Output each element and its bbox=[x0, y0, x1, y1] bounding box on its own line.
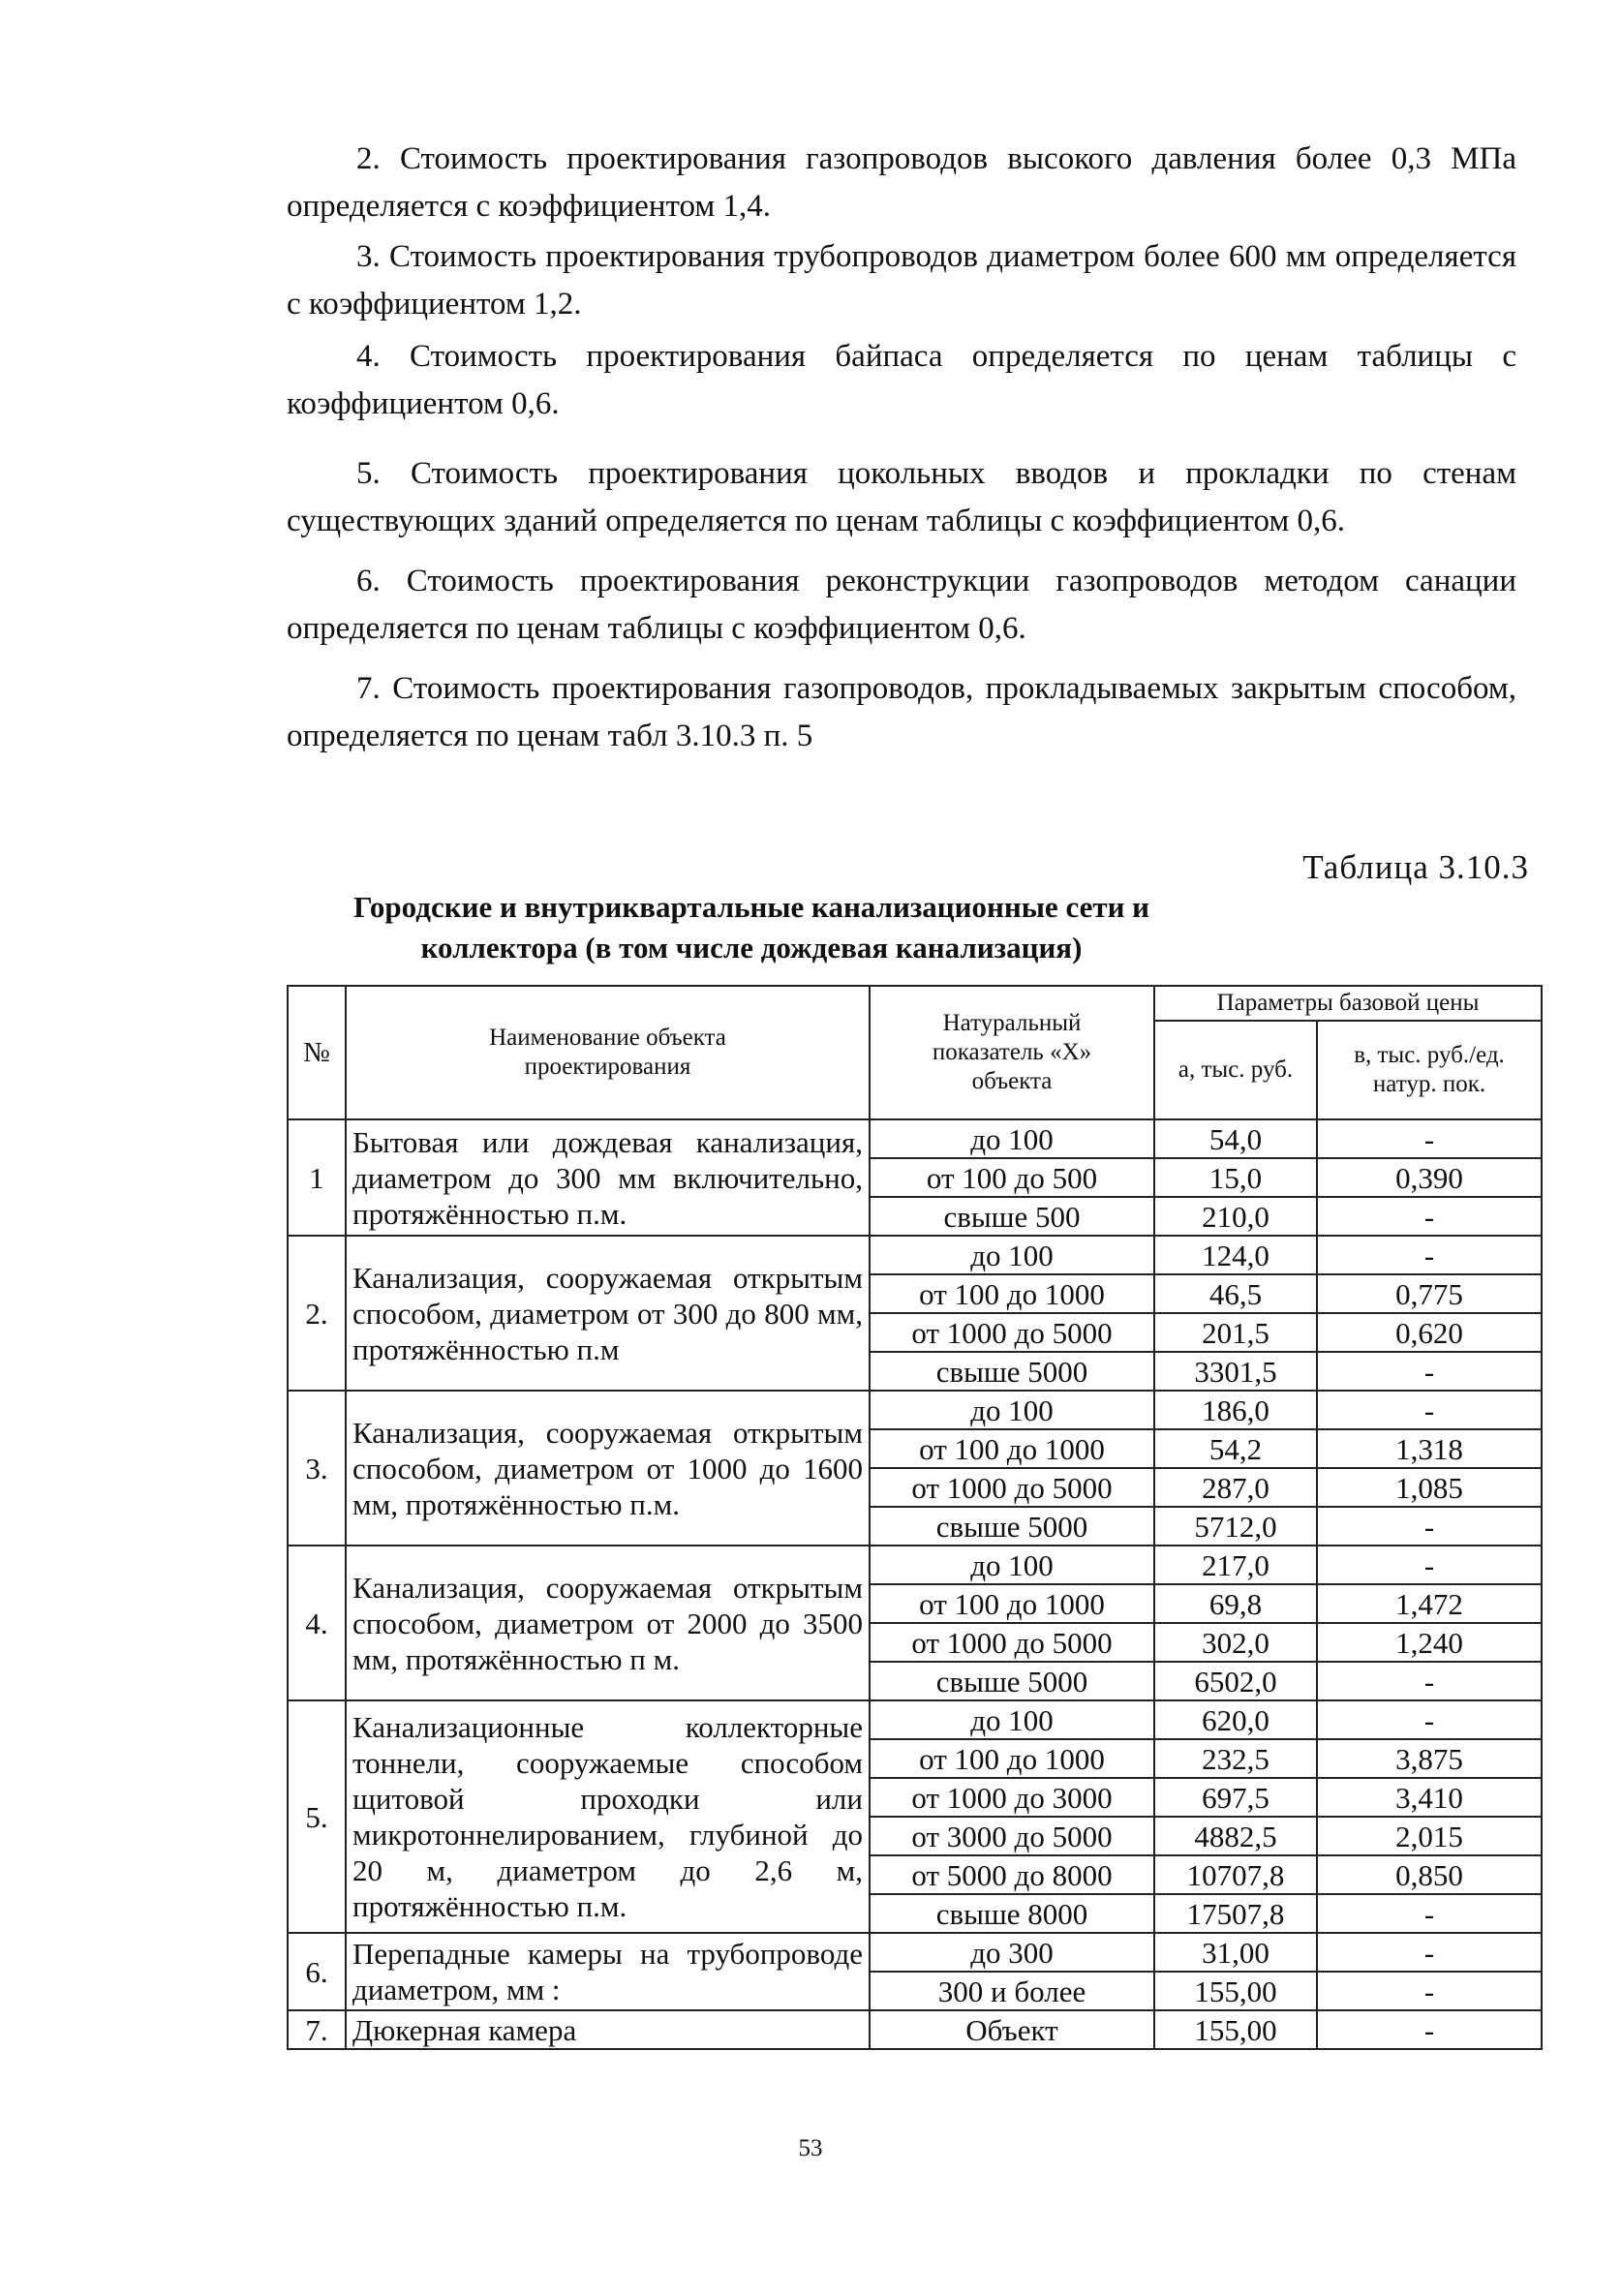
row-number: 2. bbox=[288, 1236, 346, 1391]
indicator-cell: до 100 bbox=[870, 1546, 1154, 1584]
table-row bbox=[288, 2010, 1542, 2049]
price-b-cell: 0,775 bbox=[1317, 1274, 1542, 1313]
price-a-cell: 4882,5 bbox=[1154, 1817, 1317, 1855]
indicator-cell: от 1000 до 5000 bbox=[870, 1468, 1154, 1507]
price-a-cell: 155,00 bbox=[1154, 1972, 1317, 2010]
indicator-cell: от 1000 до 5000 bbox=[870, 1313, 1154, 1352]
price-a-cell: 697,5 bbox=[1154, 1778, 1317, 1817]
indicator-cell: до 100 bbox=[870, 1391, 1154, 1429]
price-a-cell: 3301,5 bbox=[1154, 1352, 1317, 1391]
indicator-cell: от 100 до 1000 bbox=[870, 1584, 1154, 1623]
indicator-cell: от 100 до 1000 bbox=[870, 1274, 1154, 1313]
object-name: Бытовая или дождевая канализация, диаметром до 300 мм включительно, протяжённостью п.м. bbox=[346, 1119, 870, 1236]
indicator-cell: от 3000 до 5000 bbox=[870, 1817, 1154, 1855]
price-b-cell: - bbox=[1317, 1972, 1542, 2010]
price-b-cell: - bbox=[1317, 1700, 1542, 1739]
price-a-cell: 69,8 bbox=[1154, 1584, 1317, 1623]
indicator-cell: свыше 500 bbox=[870, 1197, 1154, 1236]
price-b-cell: - bbox=[1317, 2010, 1542, 2049]
price-a-cell: 15,0 bbox=[1154, 1158, 1317, 1197]
header-b: в, тыс. руб./ед. натур. пок. bbox=[1317, 1021, 1542, 1119]
indicator-cell: от 1000 до 5000 bbox=[870, 1623, 1154, 1662]
price-b-cell: 1,318 bbox=[1317, 1429, 1542, 1468]
indicator-cell: до 300 bbox=[870, 1933, 1154, 1972]
price-a-cell: 201,5 bbox=[1154, 1313, 1317, 1352]
row-number: 1 bbox=[288, 1119, 346, 1236]
indicator-cell: от 1000 до 3000 bbox=[870, 1778, 1154, 1817]
indicator-cell: свыше 5000 bbox=[870, 1662, 1154, 1700]
table-row bbox=[288, 1933, 1542, 1972]
price-b-cell: 0,850 bbox=[1317, 1855, 1542, 1894]
indicator-cell: от 100 до 1000 bbox=[870, 1739, 1154, 1778]
paragraph-7: 7. Стоимость проектирования газопроводов, прокладываемых закрытым способом, определяется по ценам табл 3.10.3 п. 5 bbox=[287, 671, 1516, 753]
table-title bbox=[287, 887, 1216, 968]
row-number: 3. bbox=[288, 1391, 346, 1546]
page-number: 53 bbox=[798, 2135, 823, 2161]
price-a-cell: 124,0 bbox=[1154, 1236, 1317, 1274]
object-name: Канализационные коллекторные тоннели, сооружаемые способом щитовой проходки или микротоннелированием, глубиной до 20 м, диаметром до 2,6 м, протяжённостью п.м. bbox=[346, 1700, 870, 1933]
indicator-cell: от 100 до 1000 bbox=[870, 1429, 1154, 1468]
table-row bbox=[288, 1546, 1542, 1584]
indicator-cell: от 5000 до 8000 bbox=[870, 1855, 1154, 1894]
indicator-cell: свыше 5000 bbox=[870, 1352, 1154, 1391]
price-b-cell: - bbox=[1317, 1119, 1542, 1158]
table-row bbox=[288, 1119, 1542, 1158]
price-b-cell: 0,390 bbox=[1317, 1158, 1542, 1197]
price-b-cell: - bbox=[1317, 1352, 1542, 1391]
header-num: № bbox=[288, 986, 346, 1119]
price-a-cell: 217,0 bbox=[1154, 1546, 1317, 1584]
paragraph-6: 6. Стоимость проектирования реконструкции газопроводов методом санации определяется по ценам таблицы с коэффициентом 0,6. bbox=[287, 564, 1516, 646]
table-body bbox=[288, 1119, 1542, 2049]
price-table bbox=[287, 985, 1543, 2050]
price-b-cell: 3,410 bbox=[1317, 1778, 1542, 1817]
price-a-cell: 46,5 bbox=[1154, 1274, 1317, 1313]
price-b-cell: 1,085 bbox=[1317, 1468, 1542, 1507]
price-b-cell: - bbox=[1317, 1894, 1542, 1933]
price-a-cell: 31,00 bbox=[1154, 1933, 1317, 1972]
indicator-cell: от 100 до 500 bbox=[870, 1158, 1154, 1197]
price-b-cell: 1,240 bbox=[1317, 1623, 1542, 1662]
price-a-cell: 6502,0 bbox=[1154, 1662, 1317, 1700]
price-b-cell: 2,015 bbox=[1317, 1817, 1542, 1855]
indicator-cell: свыше 5000 bbox=[870, 1507, 1154, 1546]
price-a-cell: 287,0 bbox=[1154, 1468, 1317, 1507]
header-params: Параметры базовой цены bbox=[1154, 986, 1542, 1021]
object-name: Дюкерная камера bbox=[346, 2010, 870, 2049]
price-a-cell: 186,0 bbox=[1154, 1391, 1317, 1429]
price-b-cell: 3,875 bbox=[1317, 1739, 1542, 1778]
price-b-cell: - bbox=[1317, 1662, 1542, 1700]
price-b-cell: - bbox=[1317, 1391, 1542, 1429]
row-number: 5. bbox=[288, 1700, 346, 1933]
price-a-cell: 17507,8 bbox=[1154, 1894, 1317, 1933]
price-a-cell: 620,0 bbox=[1154, 1700, 1317, 1739]
price-a-cell: 10707,8 bbox=[1154, 1855, 1317, 1894]
row-number: 6. bbox=[288, 1933, 346, 2010]
table-row bbox=[288, 1236, 1542, 1274]
object-name: Канализация, сооружаемая открытым способом, диаметром от 2000 до 3500 мм, протяжённостью п м. bbox=[346, 1546, 870, 1700]
table-title-line-2: коллектора (в том числе дождевая канализация) bbox=[420, 931, 1083, 964]
indicator-cell: до 100 bbox=[870, 1700, 1154, 1739]
price-b-cell: - bbox=[1317, 1507, 1542, 1546]
paragraph-3: 3. Стоимость проектирования трубопроводов диаметром более 600 мм определяется с коэффициентом 1,2. bbox=[287, 239, 1516, 321]
paragraph-4: 4. Стоимость проектирования байпаса определяется по ценам таблицы с коэффициентом 0,6. bbox=[287, 339, 1516, 421]
row-number: 4. bbox=[288, 1546, 346, 1700]
price-b-cell: 0,620 bbox=[1317, 1313, 1542, 1352]
table-row bbox=[288, 1391, 1542, 1429]
header-indicator: Натуральный показатель «X» объекта bbox=[870, 986, 1154, 1119]
price-b-cell: - bbox=[1317, 1236, 1542, 1274]
object-name: Канализация, сооружаемая открытым способом, диаметром от 1000 до 1600 мм, протяжённостью п.м. bbox=[346, 1391, 870, 1546]
indicator-cell: 300 и более bbox=[870, 1972, 1154, 2010]
indicator-cell: свыше 8000 bbox=[870, 1894, 1154, 1933]
table-row bbox=[288, 1700, 1542, 1739]
header-a: а, тыс. руб. bbox=[1154, 1021, 1317, 1119]
object-name: Перепадные камеры на трубопроводе диаметром, мм : bbox=[346, 1933, 870, 2010]
price-a-cell: 302,0 bbox=[1154, 1623, 1317, 1662]
header-name: Наименование объекта проектирования bbox=[346, 986, 870, 1119]
price-a-cell: 210,0 bbox=[1154, 1197, 1317, 1236]
price-b-cell: 1,472 bbox=[1317, 1584, 1542, 1623]
table-title-line-1: Городские и внутриквартальные канализационные сети и bbox=[352, 890, 1150, 924]
indicator-cell: Объект bbox=[870, 2010, 1154, 2049]
object-name: Канализация, сооружаемая открытым способом, диаметром от 300 до 800 мм, протяжённостью п.м bbox=[346, 1236, 870, 1391]
price-a-cell: 232,5 bbox=[1154, 1739, 1317, 1778]
price-b-cell: - bbox=[1317, 1546, 1542, 1584]
row-number: 7. bbox=[288, 2010, 346, 2049]
price-a-cell: 54,0 bbox=[1154, 1119, 1317, 1158]
table-caption: Таблица 3.10.3 bbox=[1302, 848, 1529, 886]
price-a-cell: 155,00 bbox=[1154, 2010, 1317, 2049]
price-b-cell: - bbox=[1317, 1933, 1542, 1972]
paragraph-5: 5. Стоимость проектирования цокольных вводов и прокладки по стенам существующих зданий определяется по ценам таблицы с коэффициентом 0,6. bbox=[287, 456, 1516, 538]
indicator-cell: до 100 bbox=[870, 1119, 1154, 1158]
paragraph-2: 2. Стоимость проектирования газопроводов высокого давления более 0,3 МПа определяется с коэффициентом 1,4. bbox=[287, 141, 1516, 224]
price-a-cell: 5712,0 bbox=[1154, 1507, 1317, 1546]
price-b-cell: - bbox=[1317, 1197, 1542, 1236]
indicator-cell: до 100 bbox=[870, 1236, 1154, 1274]
price-a-cell: 54,2 bbox=[1154, 1429, 1317, 1468]
